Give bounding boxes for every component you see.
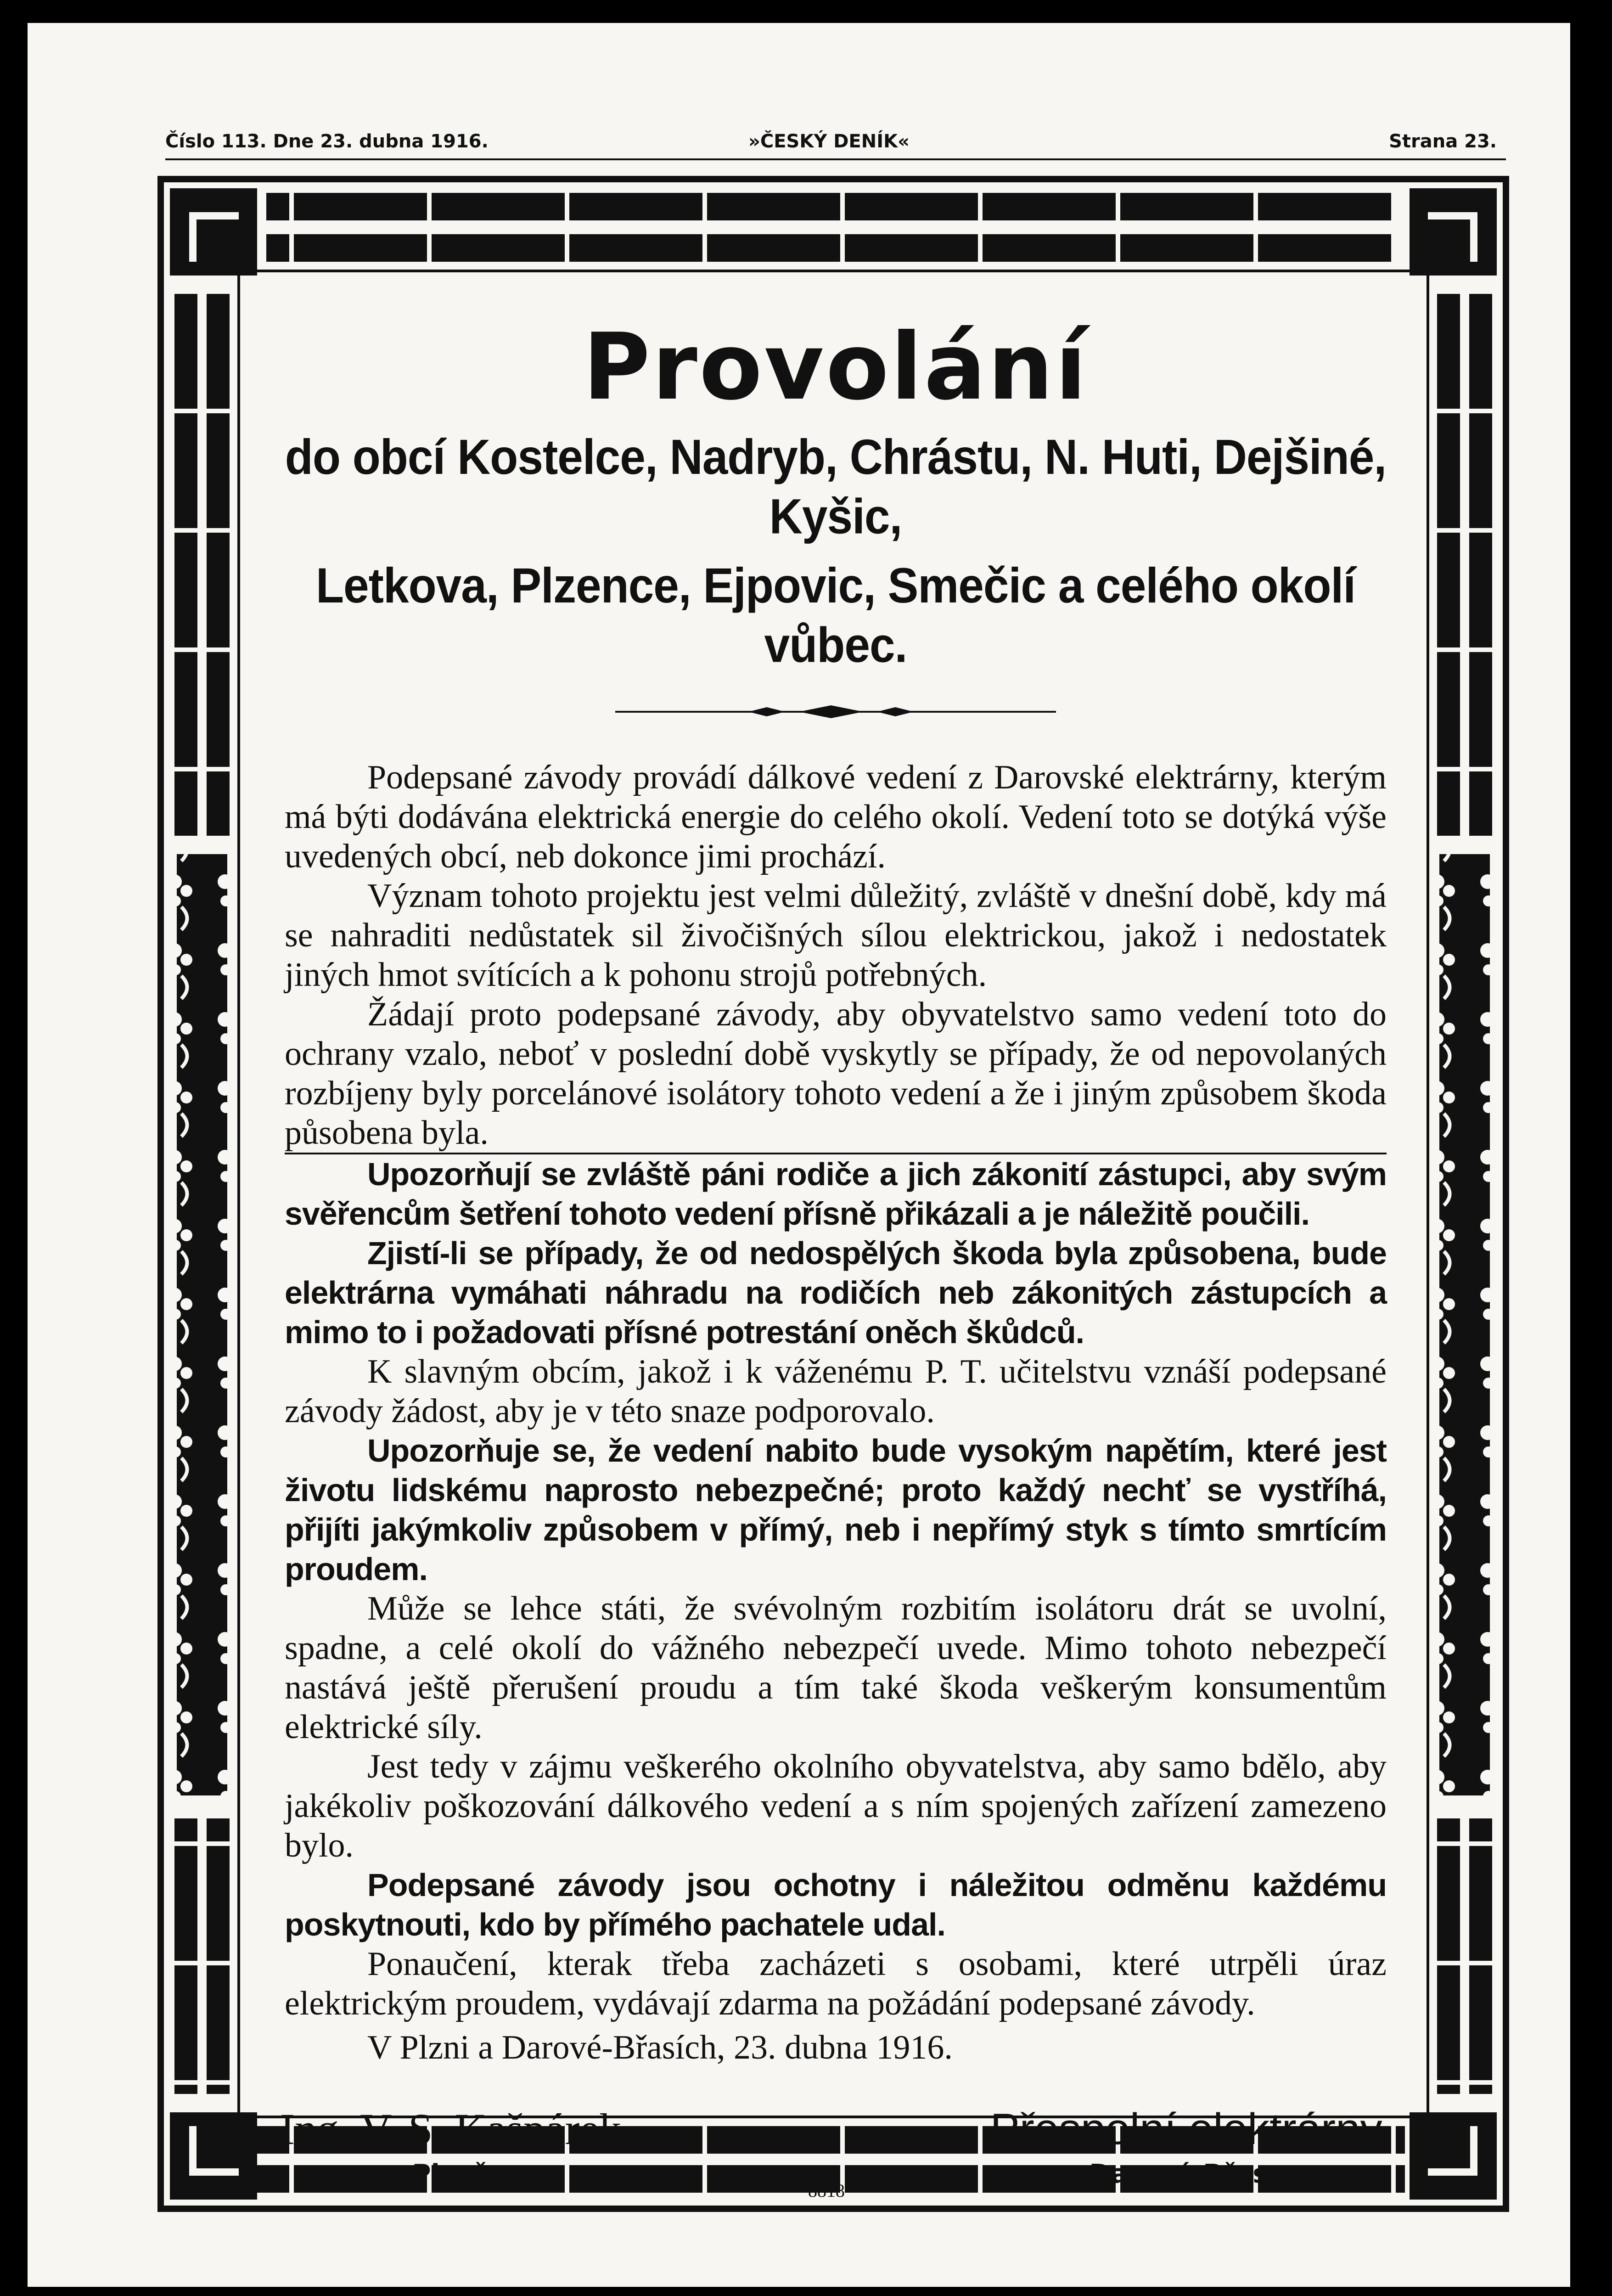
signature-right — [990, 2104, 1391, 2189]
paragraph: Ponaučení, kterak třeba zacházeti s osobami, které utrpěli úraz elektrickým proudem, vydávají zdarma na požádání podepsané závody. — [285, 1945, 1387, 2022]
paragraph: Může se lehce státi, že svévolným rozbitím isolátoru drát se uvolní, spadne, a celé okolí do vážného nebezpečí uvede. Mimo tohoto nebezpečí nastává ještě přerušení proudu a tím také škoda veškerým konsumentům elektrické síly. — [285, 1590, 1387, 1746]
paragraph-bold: Upozorňují se zvláště páni rodiče a jich zákonití zástupci, aby svým svěřencům šetření tohoto vedení přísně přikázali a je náležitě poučili. — [285, 1156, 1387, 1232]
signatory-place-right: Darová-Břasy. — [1089, 2159, 1292, 2189]
proclamation — [280, 314, 1391, 2223]
page-header — [165, 126, 1497, 158]
proclamation-body — [285, 758, 1387, 2067]
issue-info: Číslo 113. Dne 23. dubna 1916. — [165, 131, 489, 152]
page-number: Strana 23. — [1389, 131, 1497, 152]
ad-number: 8818 — [808, 2180, 845, 2201]
paragraph: Jest tedy v zájmu veškerého okolního obyvatelstva, aby samo bdělo, aby jakékoliv poškozování dálkového vedení a s ním spojených zařízení zamezeno bylo. — [285, 1748, 1387, 1864]
paragraph-bold: Podepsané závody jsou ochotny i náležitou odměnu každému poskytnouti, kdo by přímého pachatele udal. — [285, 1867, 1387, 1942]
paragraph-bold: Zjistí-li se případy, že od nedospělých škoda byla způsobena, bude elektrárna vymáhati náhradu na rodičích neb zákonitých zástupcích a mimo to i požadovati přísné potrestání oněch škůdců. — [285, 1235, 1387, 1350]
signature-left — [280, 2104, 632, 2189]
subtitle-line-2: Letkova, Plzence, Ejpovic, Smečic a celého okolí vůbec. — [315, 557, 1356, 673]
paragraph-underlined: Žádají proto podepsané závody, aby obyvatelstvo samo vedení toto do ochrany vzalo, neboť v poslední době vyskytly se případy, že od nepovolaných rozbíjeny byly porcelánové isolátory tohoto vedení a že i jiným způsobem škoda působena byla. — [285, 995, 1387, 1154]
ornament-divider — [615, 703, 1056, 721]
paragraph: Význam tohoto projektu jest velmi důležitý, zvláště v dnešní době, kdy má se nahraditi nedůstatek sil živočišných sílou elektrickou, jakož i nedostatek jiných hmot svítících a k pohonu strojů potřebných. — [285, 877, 1387, 994]
date-line: V Plzni a Darové-Břasích, 23. dubna 1916. — [367, 2029, 953, 2066]
subtitle-line-1: do obcí Kostelce, Nadryb, Chrástu, N. Huti, Dejšiné, Kyšic, — [285, 429, 1387, 545]
signatory-place-left: Plzeň. — [412, 2159, 500, 2189]
paragraph-bold: Upozorňuje se, že vedení nabito bude vysokým napětím, které jest životu lidskému naprosto nebezpečné; proto každý nechť se vystříhá, přijíti jakýmkoliv způsobem v přímý, neb i nepřímý styk s tímto smrtícím proudem. — [285, 1433, 1387, 1587]
signatures — [280, 2104, 1391, 2223]
signatory-name-left: Ing. V. S. Kašpárek, — [280, 2105, 633, 2154]
paragraph: K slavným obcím, jakož i k váženému P. T. učitelstvu vznáší podepsané závody žádost, aby je v této snaze podporovalo. — [285, 1353, 1387, 1430]
paragraph: Podepsané závody provádí dálkové vedení z Darovské elektrárny, kterým má býti dodávána elektrická energie do celého okolí. Vedení toto se dotýká výše uvedených obcí, neb dokonce jimi prochází. — [285, 759, 1387, 875]
header-rule — [165, 158, 1506, 160]
newspaper-name: »ČESKÝ DENÍK« — [748, 131, 910, 152]
proclamation-title: Provolání — [583, 314, 1089, 421]
signatory-name-right: Přespolní elektrárny, — [990, 2105, 1391, 2154]
newspaper-page — [28, 23, 1570, 2287]
